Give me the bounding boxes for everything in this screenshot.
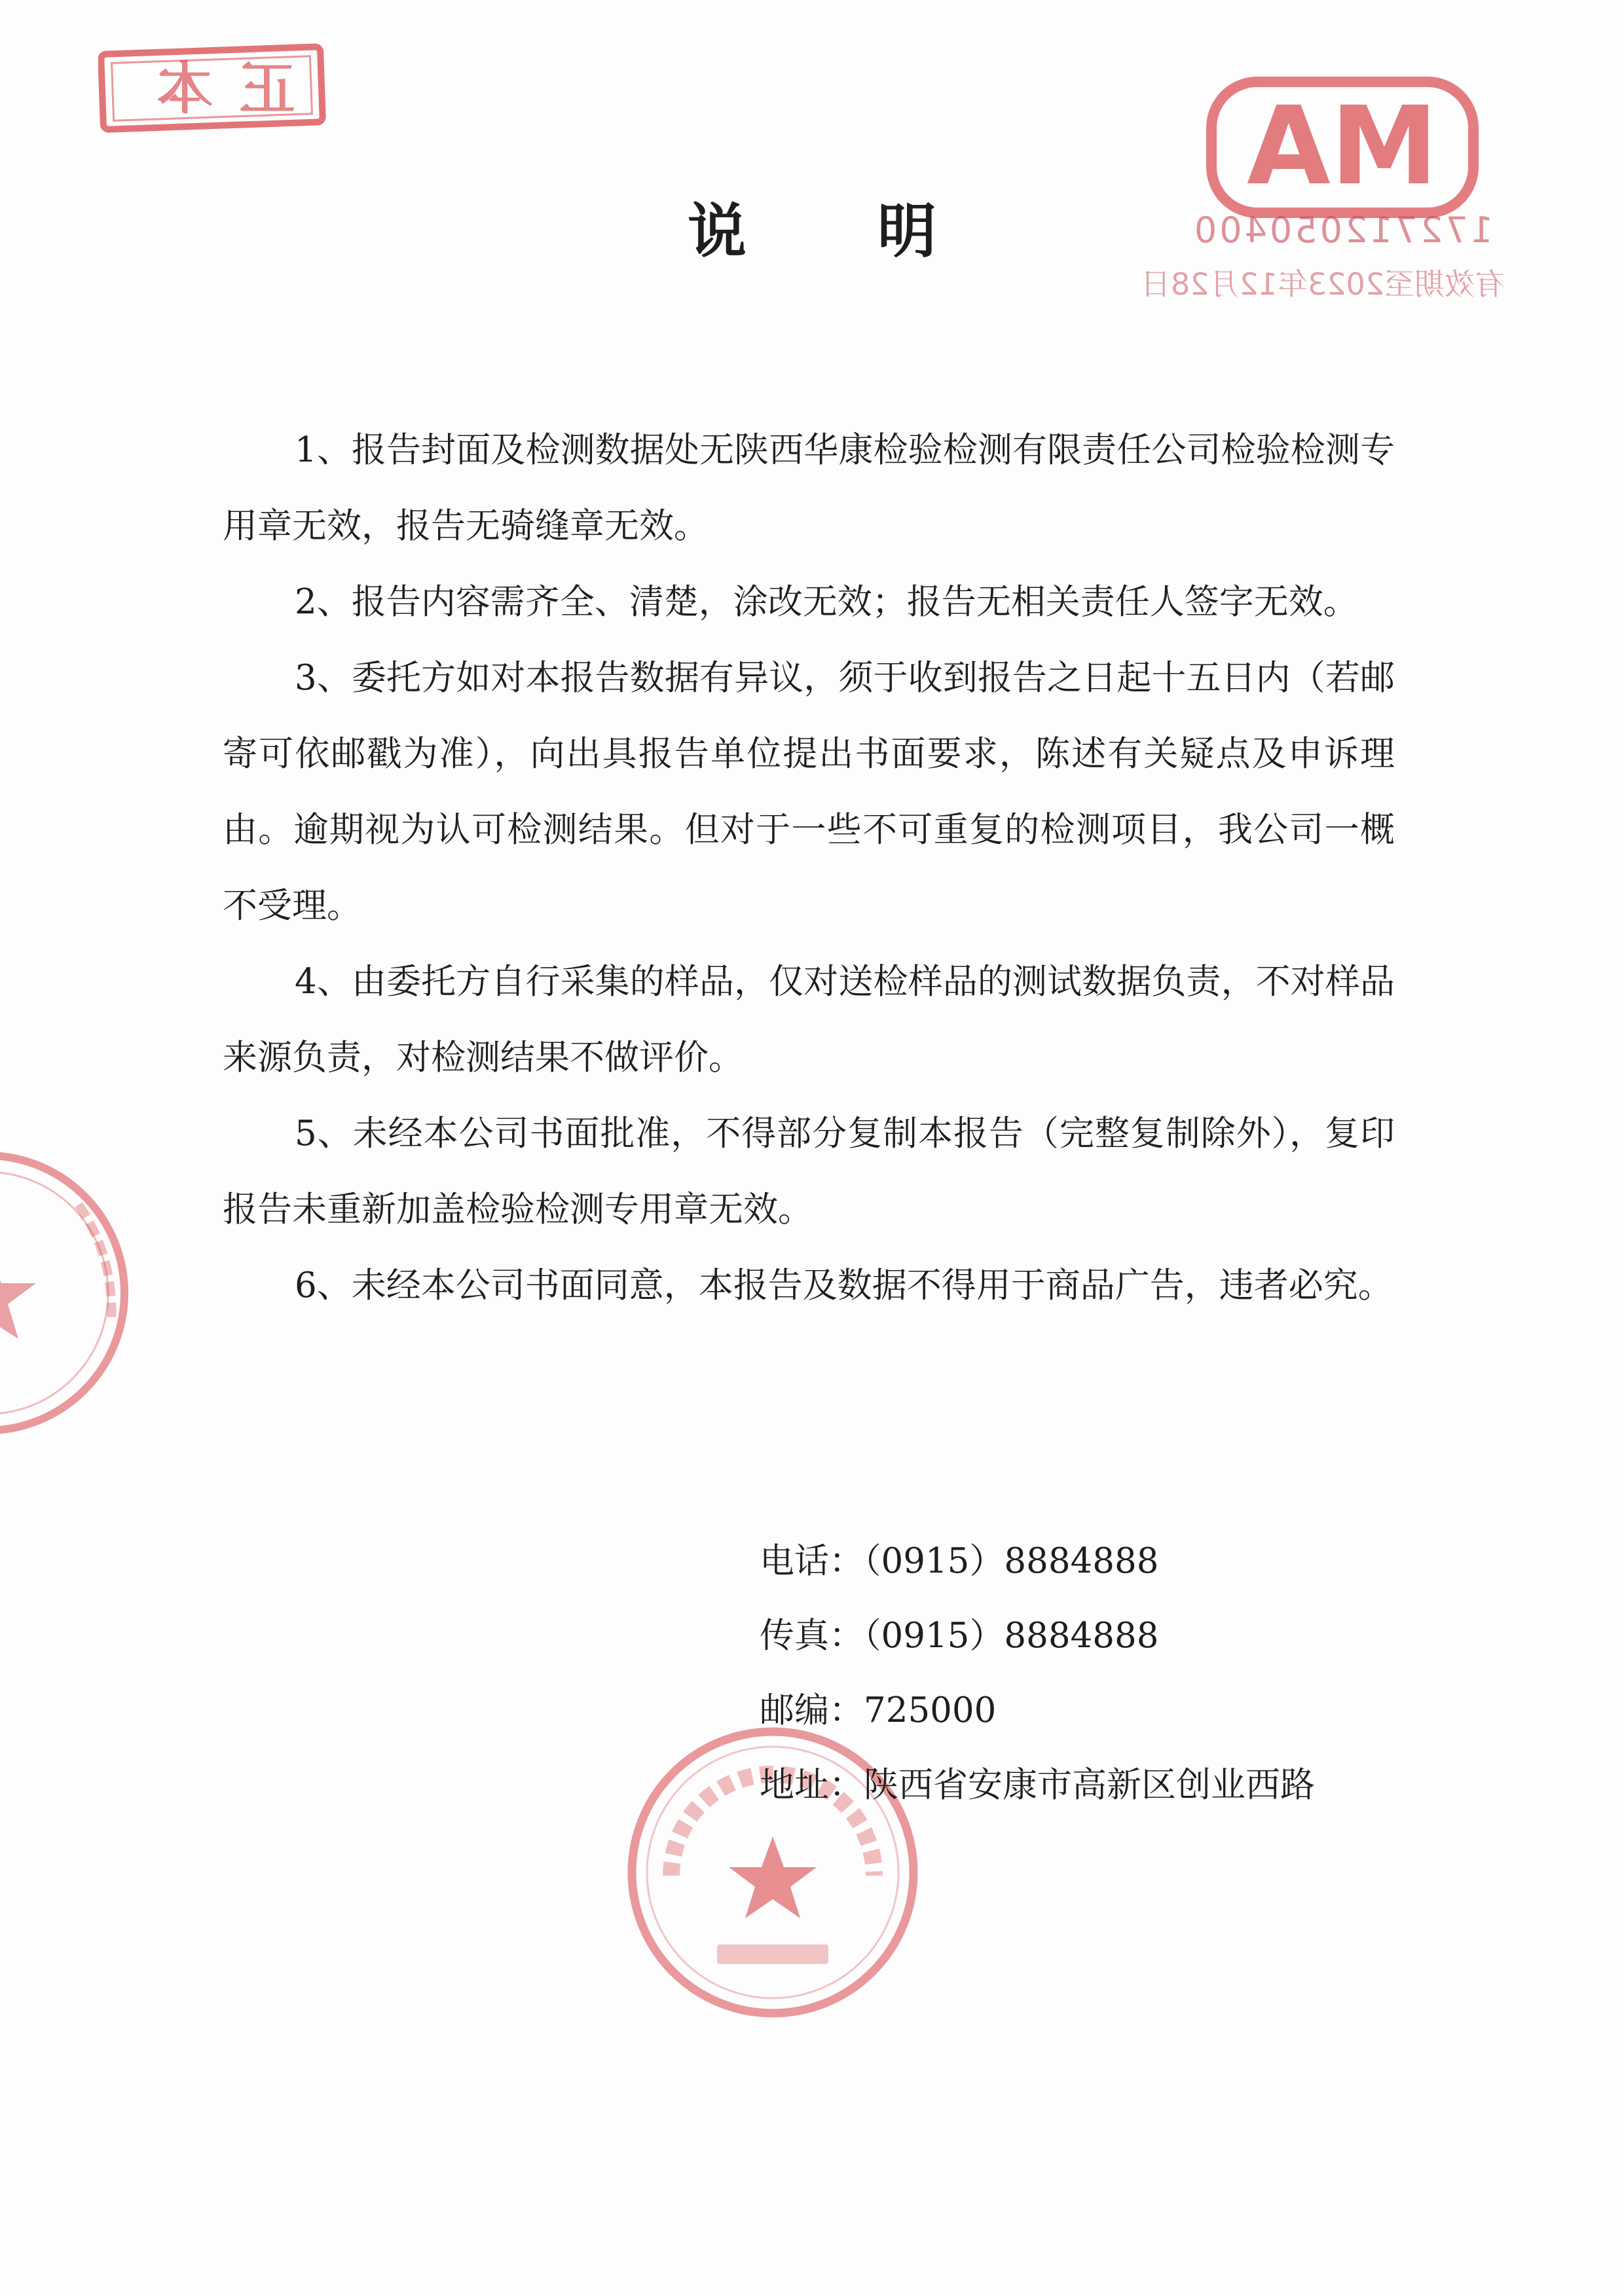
left-edge-seal — [0, 1126, 144, 1467]
title-char-1: 说 — [688, 196, 747, 266]
cma-stamp-number: 172712050400 — [1191, 210, 1494, 251]
contact-address: 地址：陕西省安康市高新区创业西路 — [760, 1765, 1315, 1805]
cma-stamp-validity: 有效期至2023年12月28日 — [1140, 266, 1505, 302]
cma-stamp-letters: MA — [1247, 83, 1438, 209]
notice-item-4: 4、由委托方自行采集的样品，仅对送检样品的测试数据负责，不对样品来源负责，对检测结果不做评价。 — [223, 962, 1395, 1078]
title-char-2: 明 — [877, 196, 936, 266]
contact-block — [760, 1524, 1315, 1823]
contact-fax: 传真：（0915）8884888 — [760, 1616, 1159, 1656]
original-copy-stamp-text: 正本 — [130, 56, 295, 122]
contact-postcode: 邮编：725000 — [760, 1690, 997, 1730]
contact-phone: 电话：（0915）8884888 — [760, 1541, 1159, 1581]
notice-item-6: 6、未经本公司书面同意，本报告及数据不得用于商品广告，违者必究。 — [295, 1266, 1393, 1305]
notice-body — [223, 412, 1395, 1324]
notice-item-3: 3、委托方如对本报告数据有异议，须于收到报告之日起十五日内（若邮寄可依邮戳为准），向出具报告单位提出书面要求，陈述有关疑点及申诉理由。逾期视为认可检测结果。但对于一些不可重复的检测项目，我公司一概不受理。 — [223, 658, 1395, 926]
notice-item-2: 2、报告内容需齐全、清楚，涂改无效；报告无相关责任人签字无效。 — [295, 582, 1358, 622]
notice-item-5: 5、未经本公司书面批准，不得部分复制本报告（完整复制除外），复印报告未重新加盖检验检测专用章无效。 — [223, 1114, 1395, 1230]
page-title — [0, 183, 1624, 268]
original-copy-stamp — [98, 43, 327, 134]
notice-item-1: 1、报告封面及检测数据处无陕西华康检验检测有限责任公司检验检测专用章无效，报告无骑缝章无效。 — [223, 430, 1395, 546]
